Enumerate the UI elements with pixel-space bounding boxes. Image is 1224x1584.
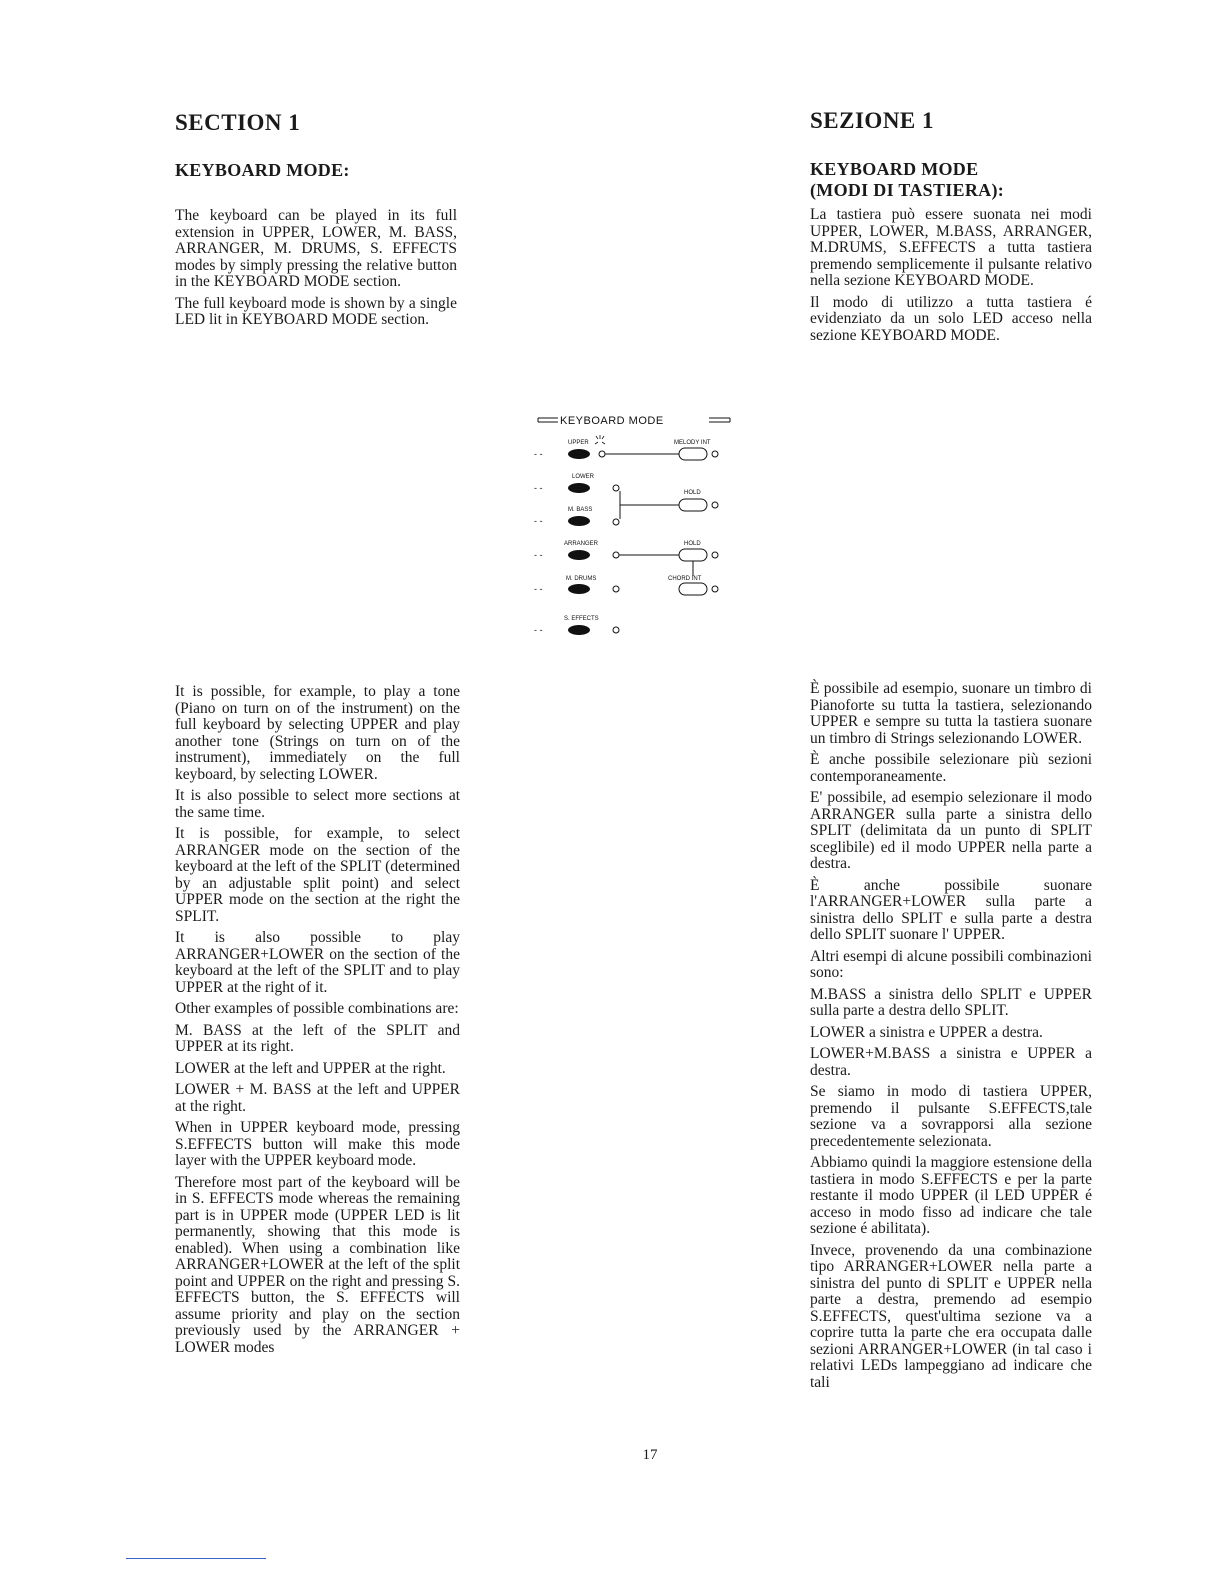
paragraph: Therefore most part of the keyboard will be in S. EFFECTS mode whereas the remaining part is in UPPER mode (UPPER LED is lit permanently, showing that this mode is enabled). When using a combination like ARRANGER+LOWER at the left of the split point and UPPER on the right and pressing S. EFFECTS button, the S. EFFECTS will assume priority and play on the section previously used by the ARRANGER + LOWER modes	[175, 1173, 460, 1356]
paragraph: È anche possibile suonare l'ARRANGER+LOWER sulla parte a sinistra dello SPLIT e sulla parte a destra dello SPLIT suonare l' UPPER.	[810, 876, 1092, 943]
intro-text-it	[810, 207, 1092, 349]
dash-marker: - -	[534, 483, 543, 493]
keyboard-mode-diagram	[534, 408, 734, 648]
hold-button-2[interactable]	[679, 549, 707, 561]
paragraph: LOWER+M.BASS a sinistra e UPPER a destra.	[810, 1045, 1092, 1079]
label-arranger: ARRANGER	[564, 541, 599, 547]
paragraph: M.BASS a sinistra dello SPLIT e UPPER sulla parte a destra dello SPLIT.	[810, 985, 1092, 1019]
label-hold-2: HOLD	[684, 541, 701, 547]
body-text-it	[810, 681, 1092, 1396]
paragraph: The full keyboard mode is shown by a single LED lit in KEYBOARD MODE section.	[175, 294, 457, 328]
melody-int-button[interactable]	[679, 448, 707, 460]
paragraph: LOWER + M. BASS at the left and UPPER at the right.	[175, 1081, 460, 1115]
heading-keyboard-mode-it	[810, 159, 1004, 201]
diagram-title: KEYBOARD MODE	[560, 415, 664, 427]
label-m-bass: M. BASS	[568, 507, 593, 513]
footer-rule	[126, 1558, 266, 1559]
arranger-button[interactable]	[568, 550, 590, 560]
dash-marker: - -	[534, 625, 543, 635]
label-chord-int: CHORD INT	[668, 576, 702, 582]
heading-keyboard-mode-en: KEYBOARD MODE:	[175, 160, 350, 180]
upper-button[interactable]	[568, 449, 590, 459]
s-effects-led-icon	[613, 627, 619, 633]
paragraph: It is possible, for example, to play a tone (Piano on turn on of the instrument) on the full keyboard by selecting UPPER and play another tone (Strings on turn on of the instrument), immediately on the full keyboard, by selecting LOWER.	[175, 683, 460, 783]
lower-led-icon	[613, 485, 619, 491]
paragraph: E' possibile, ad esempio selezionare il modo ARRANGER sulla parte a sinistra dello SPLIT (delimitata da un punto di SPLIT sceglibile) ed il modo UPPER nella parte a destra.	[810, 789, 1092, 872]
paragraph: Altri esempi di alcune possibili combinazioni sono:	[810, 947, 1092, 981]
label-hold-1: HOLD	[684, 490, 701, 496]
chord-int-led-icon	[712, 586, 718, 592]
paragraph: Other examples of possible combinations are:	[175, 1000, 459, 1017]
paragraph: It is also possible to select more sections at the same time.	[175, 787, 460, 821]
heading-line: KEYBOARD MODE	[810, 159, 979, 179]
paragraph: It is also possible to play ARRANGER+LOWER on the section of the keyboard at the left of the SPLIT and to play UPPER at the right of it.	[175, 929, 460, 996]
intro-text-en	[175, 208, 457, 334]
paragraph: Invece, provenendo da una combinazione tipo ARRANGER+LOWER nella parte a sinistra del punto di SPLIT e UPPER nella parte a destra, premendo ad esempio S.EFFECTS, quest'ultima sezione va a coprire tutta la parte che era occupata dalle sezioni ARRANGER+LOWER (in tal caso i relativi LEDs lampeggiano ad indicare che tali	[810, 1241, 1092, 1391]
label-melody-int: MELODY INT	[674, 440, 711, 446]
hold-led-icon	[712, 552, 718, 558]
s-effects-button[interactable]	[568, 625, 590, 635]
melody-int-led-icon	[712, 451, 718, 457]
arranger-led-icon	[613, 552, 619, 558]
paragraph: When in UPPER keyboard mode, pressing S.EFFECTS button will make this mode layer with the UPPER keyboard mode.	[175, 1119, 460, 1169]
paragraph: Se siamo in modo di tastiera UPPER, premendo il pulsante S.EFFECTS,tale sezione va a sovrapporsi alla sezione precedentemente selezionata.	[810, 1083, 1092, 1150]
paragraph: It is possible, for example, to select ARRANGER mode on the section of the keyboard at the left of the SPLIT (determined by an adjustable split point) and select UPPER mode on the section at the right the SPLIT.	[175, 825, 460, 925]
paragraph: Il modo di utilizzo a tutta tastiera é evidenziato da un solo LED acceso nella sezione KEYBOARD MODE.	[810, 293, 1092, 344]
chord-int-button[interactable]	[679, 583, 707, 595]
m-bass-button[interactable]	[568, 516, 590, 526]
led-blink-icon	[595, 435, 605, 444]
label-upper: UPPER	[568, 440, 589, 446]
dash-marker: - -	[534, 516, 543, 526]
page-number: 17	[642, 1447, 658, 1463]
paragraph: M. BASS at the left of the SPLIT and UPPER at its right.	[175, 1021, 460, 1055]
dash-marker: - -	[534, 584, 543, 594]
paragraph: È possibile ad esempio, suonare un timbro di Pianoforte su tutta la tastiera, selezionando UPPER e sempre su tutta la tastiera suonare un timbro di Strings selezionando LOWER.	[810, 680, 1092, 747]
paragraph: The keyboard can be played in its full extension in UPPER, LOWER, M. BASS, ARRANGER, M. DRUMS, S. EFFECTS modes by simply pressing the relative button in the KEYBOARD MODE section.	[175, 207, 457, 290]
paragraph: Abbiamo quindi la maggiore estensione della tastiera in modo S.EFFECTS e per la parte restante il modo UPPER (il LED UPPER é acceso in modo fisso ad indicare che tale sezione é abilitata).	[810, 1154, 1092, 1237]
dash-marker: - -	[534, 550, 543, 560]
m-drums-button[interactable]	[568, 584, 590, 594]
hold-led-icon	[712, 502, 718, 508]
paragraph: È anche possibile selezionare più sezioni contemporaneamente.	[810, 751, 1092, 785]
label-s-effects: S. EFFECTS	[564, 616, 599, 622]
m-drums-led-icon	[613, 586, 619, 592]
paragraph: La tastiera può essere suonata nei modi UPPER, LOWER, M.BASS, ARRANGER, M.DRUMS, S.EFFECTS a tutta tastiera premendo semplicemente il pulsante relativo nella sezione KEYBOARD MODE.	[810, 206, 1092, 289]
body-text-en	[175, 684, 460, 1361]
section-title-it: SEZIONE 1	[810, 108, 935, 133]
m-bass-led-icon	[613, 519, 619, 525]
hold-button-1[interactable]	[679, 499, 707, 511]
section-title-en: SECTION 1	[175, 110, 301, 135]
label-m-drums: M. DRUMS	[566, 576, 597, 582]
upper-led-icon	[599, 451, 605, 457]
lower-button[interactable]	[568, 483, 590, 493]
label-lower: LOWER	[572, 474, 595, 480]
heading-line: (MODI DI TASTIERA):	[810, 180, 1005, 200]
dash-marker: - -	[534, 449, 543, 459]
paragraph: LOWER at the left and UPPER at the right.	[175, 1059, 446, 1077]
paragraph: LOWER a sinistra e UPPER a destra.	[810, 1023, 1043, 1041]
